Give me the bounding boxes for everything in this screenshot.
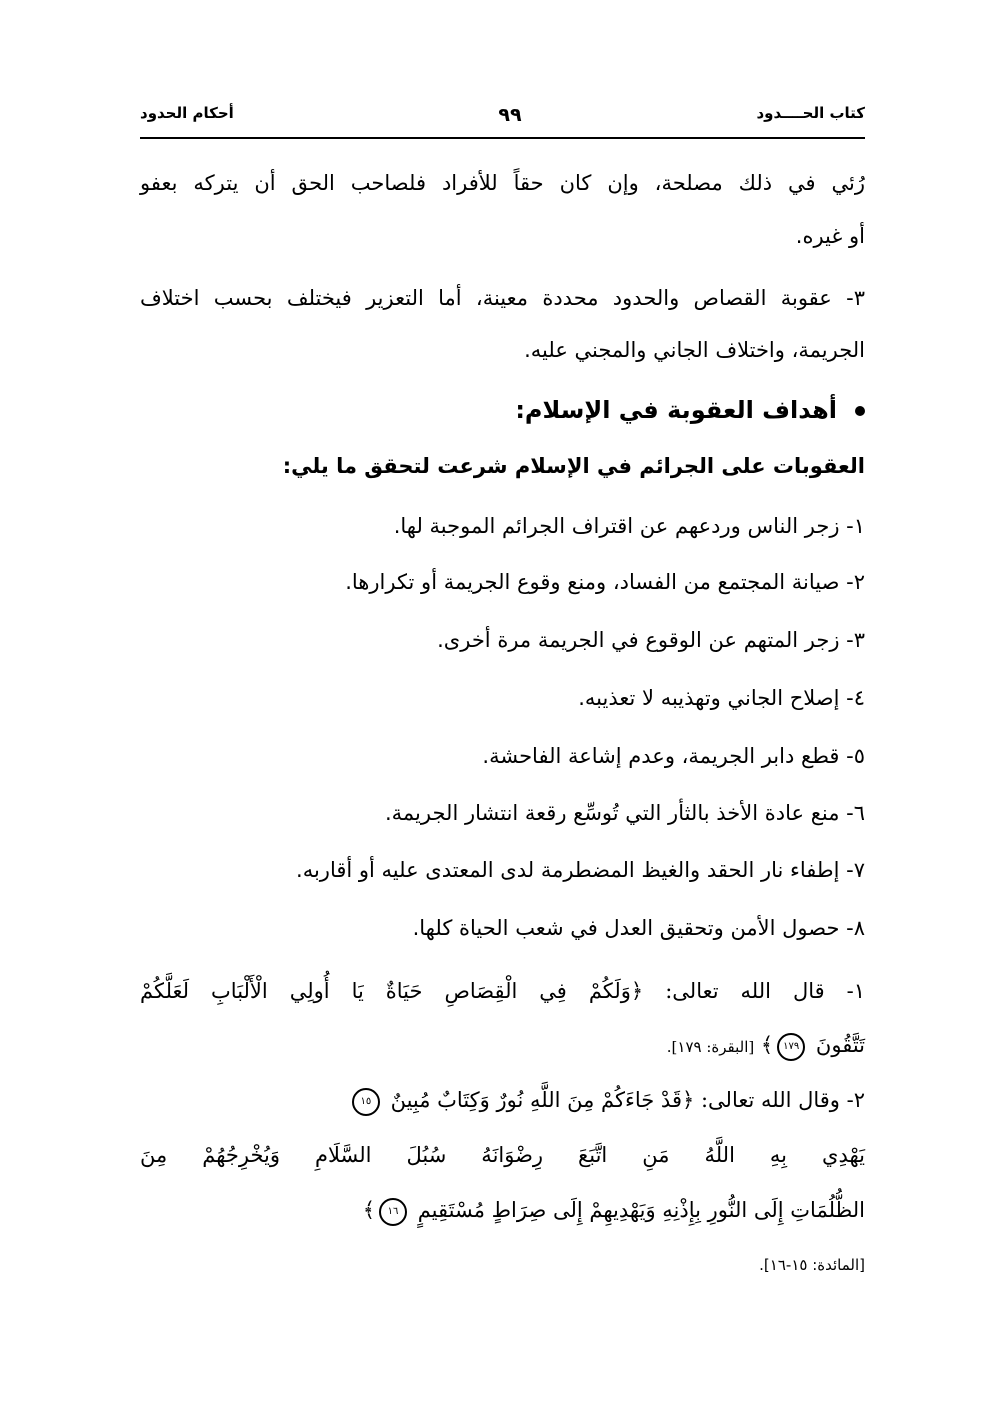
verse-text: الظُّلُمَاتِ إِلَى النُّورِ بِإِذْنِهِ وَيَهْدِيهِمْ إِلَى صِرَاطٍ مُسْتَقِيمٍ <box>417 1198 865 1222</box>
list-item: ٢- صيانة المجتمع من الفساد، ومنع وقوع الجريمة أو تكرارها. <box>345 570 865 594</box>
list-item-3-line: ٣- عقوبة القصاص والحدود محددة معينة، أما التعزير فيختلف بحسب اختلاف <box>140 286 865 310</box>
quran-verse-1-line: ١- قال الله تعالى: ﴿وَلَكُمْ فِي الْقِصَاصِ حَيَاةٌ يَا أُولِي الْأَلْبَابِ لَعَلَّكُمْ <box>140 979 865 1003</box>
page-number: ٩٩ <box>498 104 522 126</box>
verse-text: ٢- وقال الله تعالى: ﴿قَدْ جَاءَكُمْ مِنَ اللَّهِ نُورٌ وَكِتَابٌ مُبِينٌ <box>390 1088 865 1112</box>
verse-reference: [البقرة: ١٧٩]. <box>666 1038 755 1056</box>
section-heading-text: أهداف العقوبة في الإسلام: <box>515 396 837 424</box>
verse-reference: [المائدة: ١٥-١٦]. <box>759 1256 865 1274</box>
section-subheading: العقوبات على الجرائم في الإسلام شرعت لتحقق ما يلي: <box>282 454 865 478</box>
page-header <box>140 104 865 132</box>
ayah-number-marker: ١٧٩ <box>777 1033 805 1061</box>
list-item-3-continuation: الجريمة، واختلاف الجاني والمجني عليه. <box>524 338 865 362</box>
chapter-title: أحكام الحدود <box>140 104 234 122</box>
verse-close-bracket: ﴾ <box>362 1198 376 1222</box>
ayah-number-marker: ١٦ <box>379 1198 407 1226</box>
list-item: ٤- إصلاح الجاني وتهذيبه لا تعذيبه. <box>578 686 865 710</box>
quran-verse-2-end <box>140 1195 865 1226</box>
list-item: ١- زجر الناس وردعهم عن اقتراف الجرائم الموجبة لها. <box>393 514 865 538</box>
book-title: كتاب الحــــدود <box>756 104 865 122</box>
quran-verse-2-line <box>140 1085 865 1116</box>
list-item: ٣- زجر المتهم عن الوقوع في الجريمة مرة أخرى. <box>437 628 865 652</box>
verse-text: تَتَّقُونَ <box>815 1033 865 1057</box>
verse-close-bracket: ﴾ <box>760 1033 774 1057</box>
paragraph-line: رُئي في ذلك مصلحة، وإن كان حقاً للأفراد فلصاحب الحق أن يتركه بعفو <box>140 171 865 195</box>
ayah-number-marker: ١٥ <box>352 1088 380 1116</box>
bullet-icon <box>855 406 865 416</box>
section-heading <box>515 395 865 425</box>
quran-verse-1-end <box>667 1030 865 1062</box>
paragraph-line: أو غيره. <box>795 224 865 248</box>
list-item: ٨- حصول الأمن وتحقيق العدل في شعب الحياة كلها. <box>412 916 865 940</box>
list-item: ٧- إطفاء نار الحقد والغيظ المضطرمة لدى المعتدى عليه أو أقاربه. <box>296 858 865 882</box>
quran-verse-2-line: يَهْدِي بِهِ اللَّهُ مَنِ اتَّبَعَ رِضْوَانَهُ سُبُلَ السَّلَامِ وَيُخْرِجُهُمْ مِنَ <box>140 1143 865 1167</box>
list-item: ٥- قطع دابر الجريمة، وعدم إشاعة الفاحشة. <box>482 744 865 768</box>
list-item: ٦- منع عادة الأخذ بالثأر التي تُوسِّع رقعة انتشار الجريمة. <box>384 801 865 825</box>
header-divider <box>140 137 865 139</box>
